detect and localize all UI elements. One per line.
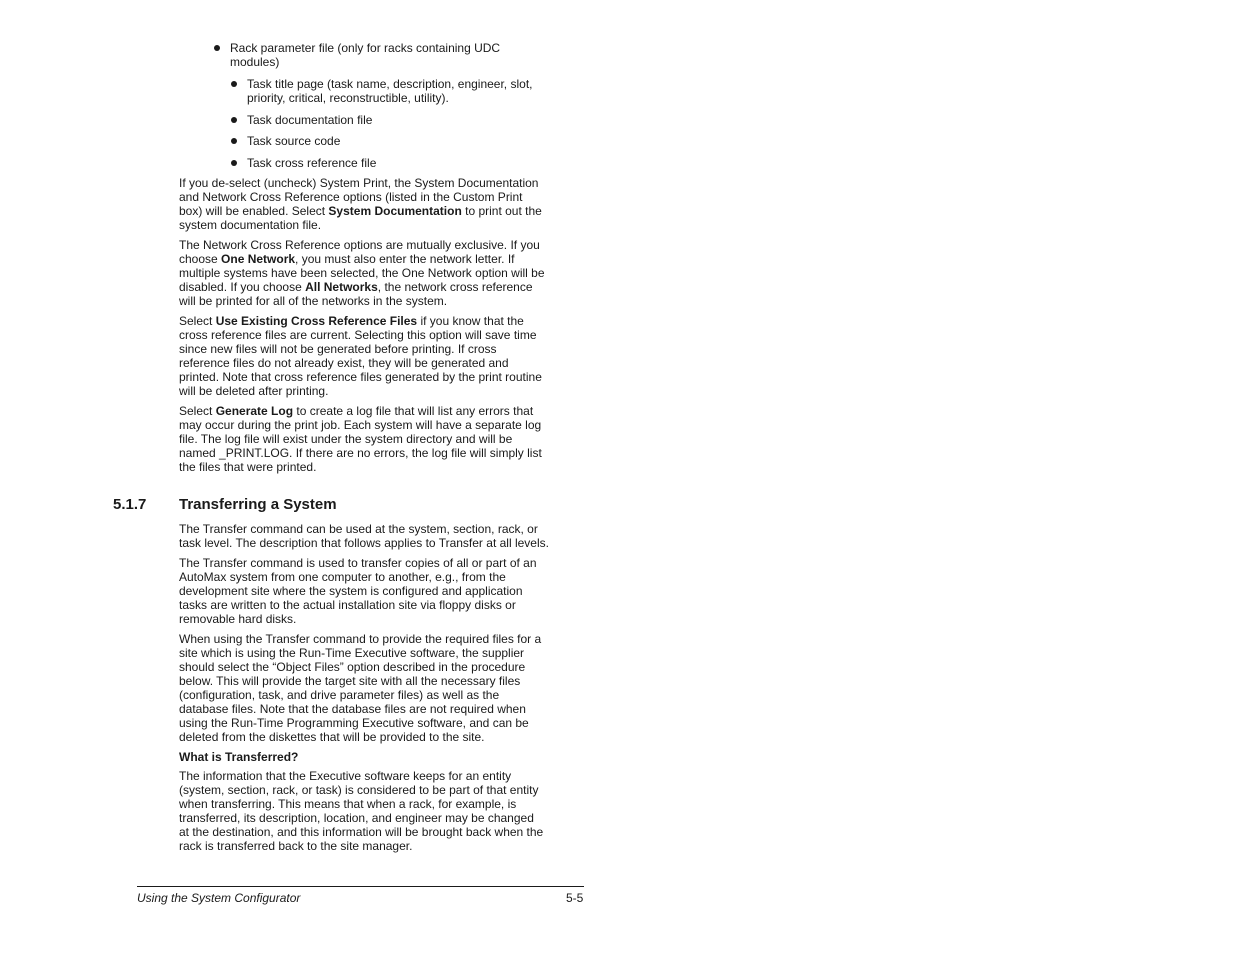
section-title: Transferring a System bbox=[179, 496, 337, 513]
paragraph-transfer-purpose: The Transfer command is used to transfer copies of all or part of an AutoMax system from one computer to another, e.g., from the development site where the system is configured and application tasks are written to the actual installation site via floppy disks or removable hard disks. bbox=[179, 556, 537, 626]
bullet-dot-icon bbox=[231, 160, 237, 166]
subheading-what-is-transferred: What is Transferred? bbox=[179, 750, 299, 764]
footer-page-number: 5-5 bbox=[566, 891, 584, 905]
paragraph-system-print: If you de-select (uncheck) System Print, the System Documentation and Network Cross Reference options (listed in the Custom Print box) will be enabled. Select System Documentation to print out the system documentation file. bbox=[179, 176, 542, 232]
footer-chapter-title: Using the System Configurator bbox=[137, 891, 301, 905]
paragraph-transfer-runtime: When using the Transfer command to provide the required files for a site which is using the Run-Time Executive software, the supplier should select the “Object Files” option described in the procedure below. This will provide the target site with all the necessary files (configuration, task, and drive parameter files) as well as the database files. Note that the database files are not required when using the Run-Time Programming Executive software, and can be deleted from the diskettes that will be provided to the site. bbox=[179, 632, 542, 744]
bullet-dot-icon bbox=[231, 138, 237, 144]
bullet-text: Task cross reference file bbox=[247, 156, 377, 170]
bullet-text: Task source code bbox=[247, 134, 341, 148]
bullet-dot-icon bbox=[231, 81, 237, 87]
bullet-text: modules) bbox=[230, 55, 280, 69]
bullet-text: Task documentation file bbox=[247, 113, 373, 127]
section-number: 5.1.7 bbox=[113, 496, 147, 513]
paragraph-generate-log: Select Generate Log to create a log file that will list any errors that may occur during the print job. Each system will have a separate log file. The log file will exist under the system directory and will be named _PRINT.LOG. If there are no errors, the log file will simply list the files that were printed. bbox=[179, 404, 542, 474]
paragraph-use-existing-files: Select Use Existing Cross Reference Files if you know that the cross reference files are current. Selecting this option will save time since new files will not be generated before printing. If cross reference files do not already exist, they will be generated and printed. Note that cross reference files generated by the print routine will be deleted after printing. bbox=[179, 314, 542, 398]
paragraph-transfer-levels: The Transfer command can be used at the system, section, rack, or task level. The description that follows applies to Transfer at all levels. bbox=[179, 522, 549, 550]
bullet-dot-icon bbox=[214, 45, 220, 51]
paragraph-network-cross-reference: The Network Cross Reference options are mutually exclusive. If you choose One Network, you must also enter the network letter. If multiple systems have been selected, the One Network option will be disabled. If you choose All Networks, the network cross reference will be printed for all of the networks in the system. bbox=[179, 238, 545, 308]
bullet-text: Rack parameter file (only for racks containing UDC bbox=[230, 41, 501, 55]
bullet-text: Task title page (task name, description, engineer, slot, bbox=[247, 77, 533, 91]
bullet-dot-icon bbox=[231, 117, 237, 123]
footer-divider bbox=[137, 886, 584, 887]
paragraph-transfer-entity: The information that the Executive software keeps for an entity (system, section, rack, or task) is considered to be part of that entity when transferring. This means that when a rack, for example, is transferred, its description, location, and engineer may be changed at the destination, and this information will be brought back when the rack is transferred back to the site manager. bbox=[179, 769, 544, 853]
bullet-text: priority, critical, reconstructible, utility). bbox=[247, 91, 449, 105]
